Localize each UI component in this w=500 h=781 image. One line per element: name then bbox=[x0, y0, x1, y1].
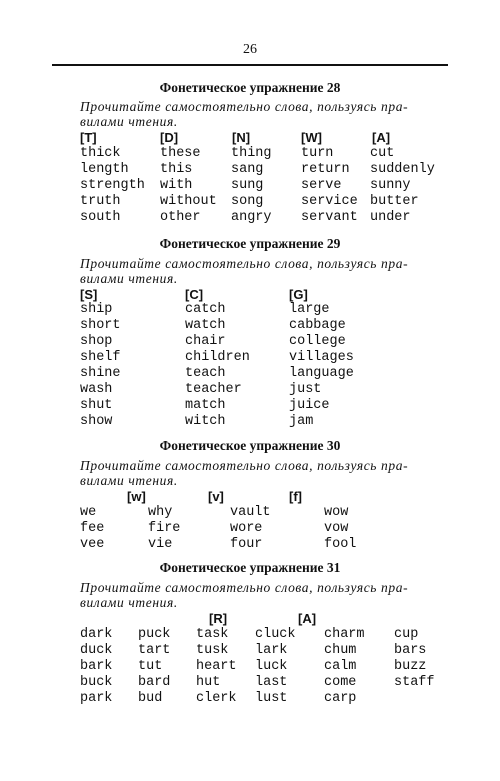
word: vow bbox=[324, 521, 349, 536]
word: lust bbox=[255, 691, 288, 706]
word: these bbox=[160, 146, 201, 161]
word: vee bbox=[80, 537, 105, 552]
word: return bbox=[301, 162, 350, 177]
word: short bbox=[80, 318, 121, 333]
word: last bbox=[255, 675, 288, 690]
word: cup bbox=[394, 627, 419, 642]
word: bark bbox=[80, 659, 113, 674]
word: shop bbox=[80, 334, 113, 349]
instruction-line: вилами чтения. bbox=[80, 473, 178, 488]
word: calm bbox=[324, 659, 357, 674]
word: strength bbox=[80, 178, 145, 193]
phoneme-header: [R] bbox=[209, 611, 228, 626]
word: luck bbox=[255, 659, 288, 674]
word: fool bbox=[324, 537, 357, 552]
word: tart bbox=[138, 643, 171, 658]
word: length bbox=[80, 162, 129, 177]
word: truth bbox=[80, 194, 121, 209]
word: charm bbox=[324, 627, 365, 642]
word: with bbox=[160, 178, 193, 193]
instruction-line: Прочитайте самостоятельно слова, пользуясь пра- bbox=[80, 580, 409, 595]
word: butter bbox=[370, 194, 419, 209]
word: buck bbox=[80, 675, 113, 690]
exercise-title: Фонетическое упражнение 30 bbox=[159, 438, 341, 453]
exercise-title: Фонетическое упражнение 29 bbox=[159, 236, 341, 251]
word: children bbox=[185, 350, 250, 365]
word: cabbage bbox=[289, 318, 346, 333]
word: staff bbox=[394, 675, 435, 690]
word: song bbox=[231, 194, 264, 209]
phoneme-header: [v] bbox=[208, 489, 224, 504]
word: shut bbox=[80, 398, 113, 413]
word: ship bbox=[80, 302, 113, 317]
header-rule bbox=[52, 64, 448, 66]
word: just bbox=[289, 382, 322, 397]
phoneme-header: [T] bbox=[80, 130, 97, 145]
word: tusk bbox=[196, 643, 229, 658]
word: wash bbox=[80, 382, 113, 397]
word: clerk bbox=[196, 691, 237, 706]
word: suddenly bbox=[370, 162, 435, 177]
exercise-title: Фонетическое упражнение 28 bbox=[159, 80, 341, 95]
page-number: 26 bbox=[243, 42, 257, 57]
word: language bbox=[289, 366, 354, 381]
word: tut bbox=[138, 659, 163, 674]
word: park bbox=[80, 691, 113, 706]
phoneme-header: [D] bbox=[160, 130, 179, 145]
phoneme-header: [W] bbox=[301, 130, 322, 145]
word: wow bbox=[324, 505, 349, 520]
word: watch bbox=[185, 318, 226, 333]
phoneme-header: [G] bbox=[289, 287, 308, 302]
word: south bbox=[80, 210, 121, 225]
word: serve bbox=[301, 178, 342, 193]
word: cut bbox=[370, 146, 395, 161]
word: juice bbox=[289, 398, 330, 413]
phoneme-header: [w] bbox=[127, 489, 146, 504]
word: cluck bbox=[255, 627, 296, 642]
word: wore bbox=[230, 521, 263, 536]
phoneme-header: [N] bbox=[232, 130, 251, 145]
phoneme-header: [S] bbox=[80, 287, 98, 302]
word: puck bbox=[138, 627, 171, 642]
instruction-line: Прочитайте самостоятельно слова, пользуясь пра- bbox=[80, 458, 409, 473]
word: college bbox=[289, 334, 346, 349]
word: sunny bbox=[370, 178, 411, 193]
exercise-title: Фонетическое упражнение 31 bbox=[159, 560, 341, 575]
word: without bbox=[160, 194, 217, 209]
word: shelf bbox=[80, 350, 121, 365]
word: lark bbox=[255, 643, 288, 658]
instruction-line: Прочитайте самостоятельно слова, пользуясь пра- bbox=[80, 256, 409, 271]
word: thick bbox=[80, 146, 121, 161]
word: chum bbox=[324, 643, 357, 658]
instruction-line: вилами чтения. bbox=[80, 595, 178, 610]
phoneme-header: [A] bbox=[298, 611, 317, 626]
word: four bbox=[230, 537, 263, 552]
word: why bbox=[148, 505, 173, 520]
word: dark bbox=[80, 627, 113, 642]
word: bud bbox=[138, 691, 163, 706]
word: hut bbox=[196, 675, 221, 690]
word: service bbox=[301, 194, 358, 209]
word: witch bbox=[185, 414, 226, 429]
word: large bbox=[289, 302, 330, 317]
word: heart bbox=[196, 659, 237, 674]
word: under bbox=[370, 210, 411, 225]
phoneme-header: [A] bbox=[372, 130, 391, 145]
word: teach bbox=[185, 366, 226, 381]
word: bars bbox=[394, 643, 427, 658]
word: fee bbox=[80, 521, 105, 536]
word: vie bbox=[148, 537, 173, 552]
word: angry bbox=[231, 210, 272, 225]
word: match bbox=[185, 398, 226, 413]
instruction-line: вилами чтения. bbox=[80, 271, 178, 286]
word: fire bbox=[148, 521, 181, 536]
word: show bbox=[80, 414, 113, 429]
word: duck bbox=[80, 643, 113, 658]
word: buzz bbox=[394, 659, 427, 674]
instruction-line: вилами чтения. bbox=[80, 114, 178, 129]
word: come bbox=[324, 675, 357, 690]
word: carp bbox=[324, 691, 357, 706]
word: jam bbox=[289, 414, 314, 429]
word: other bbox=[160, 210, 201, 225]
word: bard bbox=[138, 675, 171, 690]
phoneme-header: [f] bbox=[289, 489, 302, 504]
word: shine bbox=[80, 366, 121, 381]
word: catch bbox=[185, 302, 226, 317]
word: task bbox=[196, 627, 229, 642]
word: villages bbox=[289, 350, 354, 365]
word: servant bbox=[301, 210, 358, 225]
word: teacher bbox=[185, 382, 242, 397]
word: vault bbox=[230, 505, 271, 520]
word: chair bbox=[185, 334, 226, 349]
instruction-line: Прочитайте самостоятельно слова, пользуясь пра- bbox=[80, 99, 409, 114]
word: sung bbox=[231, 178, 264, 193]
word: we bbox=[80, 505, 97, 520]
phoneme-header: [C] bbox=[185, 287, 204, 302]
word: this bbox=[160, 162, 193, 177]
word: turn bbox=[301, 146, 334, 161]
word: thing bbox=[231, 146, 272, 161]
word: sang bbox=[231, 162, 264, 177]
